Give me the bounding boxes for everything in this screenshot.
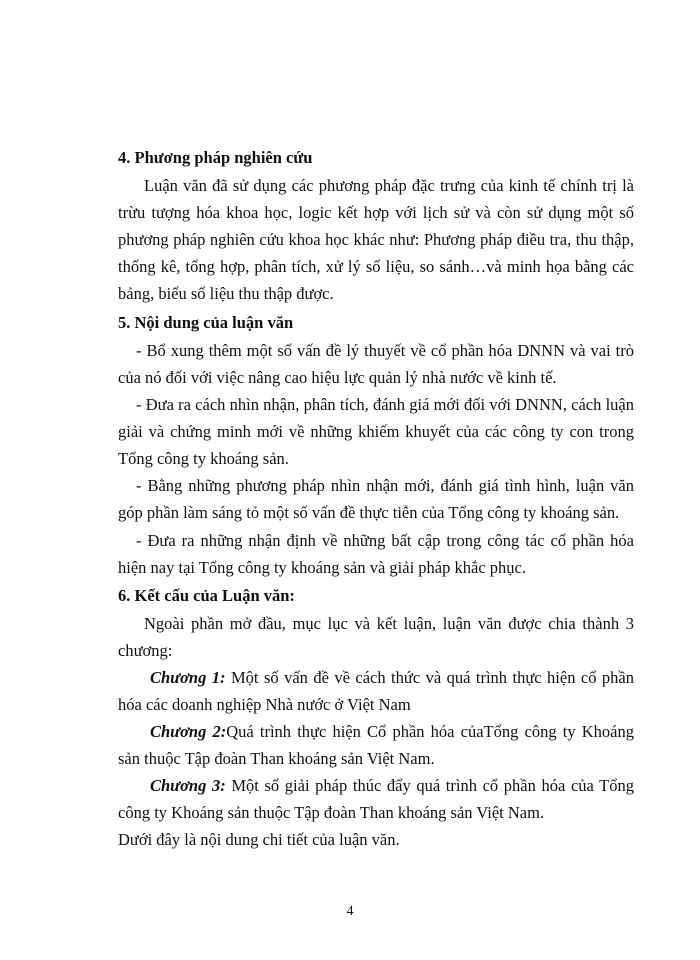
section-6-heading: 6. Kết cấu của Luận văn: (118, 586, 295, 605)
section-5-bullet-2: - Đưa ra cách nhìn nhận, phân tích, đánh giá mới đối với DNNN, cách luận giải và chứng minh mới về những khiếm khuyết của các công ty con trong Tổng công ty khoáng sản. (118, 395, 634, 468)
chapter-1-entry (118, 664, 634, 718)
section-4-paragraph: Luận văn đã sử dụng các phương pháp đặc trưng của kinh tế chính trị là trừu tượng hóa khoa học, logic kết hợp với lịch sử và còn sử dụng một số phương pháp nghiên cứu khoa học khác như: Phương pháp điều tra, thu thập, thống kê, tổng hợp, phân tích, xử lý số liệu, so sánh…và minh họa bằng các bảng, biểu số liệu thu thập được. (118, 176, 634, 303)
section-6-intro: Ngoài phần mở đầu, mục lục và kết luận, luận văn được chia thành 3 chương: (118, 614, 634, 660)
chapter-3-label: Chương 3: (150, 776, 226, 795)
section-5-bullet-1: - Bổ xung thêm một số vấn đề lý thuyết về cổ phần hóa DNNN và vai trò của nó đối với việc nâng cao hiệu lực quản lý nhà nước về kinh tế. (118, 341, 634, 387)
section-4-heading: 4. Phương pháp nghiên cứu (118, 148, 313, 167)
page-number: 4 (346, 904, 354, 919)
section-5-bullet-4: - Đưa ra những nhận định về những bất cập trong công tác cổ phần hóa hiện nay tại Tổng công ty khoáng sản và giải pháp khắc phục. (118, 531, 634, 577)
section-5-heading: 5. Nội dung của luận văn (118, 313, 294, 332)
chapter-3-text: Một số giải pháp thúc đẩy quá trình cổ phần hóa của Tổng công ty Khoáng sản thuộc Tập đoàn Than khoáng sản Việt Nam. (118, 776, 635, 822)
chapter-1-text: Một số vấn đề về cách thức và quá trình thực hiện cổ phần hóa các doanh nghiệp Nhà nước ở Việt Nam (118, 668, 635, 714)
chapter-1-label: Chương 1: (150, 668, 226, 687)
chapter-3-entry (118, 772, 634, 826)
chapter-2-label: Chương 2: (150, 722, 227, 741)
chapter-2-entry (118, 718, 634, 772)
chapter-2-text: Quá trình thực hiện Cổ phần hóa củaTổng công ty Khoáng sản thuộc Tập đoàn Than khoáng sản Việt Nam. (118, 722, 634, 768)
closing-sentence: Dưới đây là nội dung chi tiết của luận văn. (118, 830, 400, 849)
section-5-bullet-3: - Bằng những phương pháp nhìn nhận mới, đánh giá tình hình, luận văn góp phần làm sáng tỏ một số vấn đề thực tiễn của Tổng công ty khoáng sản. (118, 476, 634, 522)
